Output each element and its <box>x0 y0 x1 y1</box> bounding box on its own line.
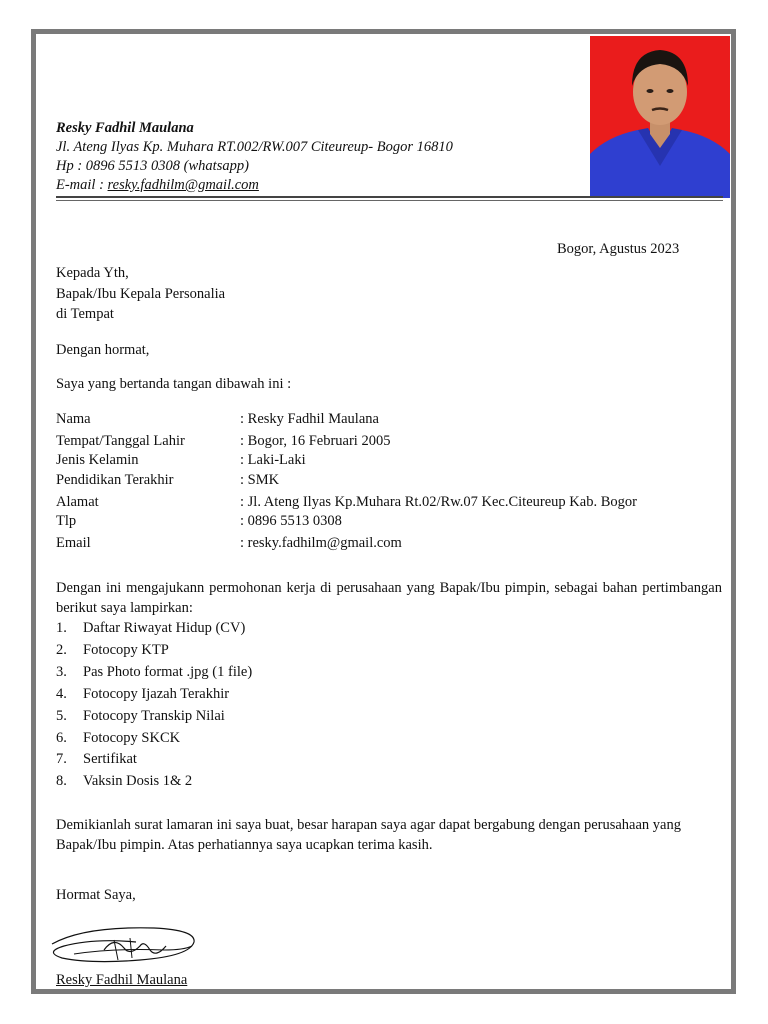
signer-name: Resky Fadhil Maulana <box>56 972 188 988</box>
letterhead <box>56 119 453 195</box>
list-text: Fotocopy Ijazah Terakhir <box>83 686 230 702</box>
list-number: 4. <box>56 686 67 702</box>
list-number: 5. <box>56 708 67 724</box>
info-label: Tempat/Tanggal Lahir <box>56 433 185 449</box>
info-value: : Resky Fadhil Maulana <box>240 411 379 427</box>
recipient-line: di Tempat <box>56 306 114 322</box>
info-value: : 0896 5513 0308 <box>240 513 342 529</box>
email-label: E-mail : <box>56 177 108 193</box>
list-text: Fotocopy Transkip Nilai <box>83 708 225 724</box>
list-number: 1. <box>56 620 67 636</box>
list-number: 6. <box>56 730 67 746</box>
info-value: : SMK <box>240 472 280 488</box>
info-label: Alamat <box>56 494 99 510</box>
applicant-photo <box>590 36 730 198</box>
info-label: Nama <box>56 411 91 427</box>
list-text: Daftar Riwayat Hidup (CV) <box>83 620 246 636</box>
list-text: Pas Photo format .jpg (1 file) <box>83 664 253 680</box>
applicant-address: Jl. Ateng Ilyas Kp. Muhara RT.002/RW.007 Citeureup- Bogor 16810 <box>56 139 453 155</box>
list-text: Fotocopy SKCK <box>83 730 181 746</box>
recipient-block <box>56 263 225 325</box>
recipient-line: Kepada Yth, <box>56 265 129 281</box>
list-number: 2. <box>56 642 67 658</box>
letterhead-rule-thin <box>56 200 723 201</box>
applicant-name: Resky Fadhil Maulana <box>56 120 194 136</box>
info-label: Tlp <box>56 513 77 529</box>
greeting: Dengan hormat, <box>56 342 150 358</box>
info-label: Jenis Kelamin <box>56 452 139 468</box>
list-text: Fotocopy KTP <box>83 642 169 658</box>
info-value: : Bogor, 16 Februari 2005 <box>240 433 391 449</box>
letterhead-rule <box>56 196 723 198</box>
signature-image <box>44 920 200 972</box>
list-number: 3. <box>56 664 67 680</box>
list-text: Vaksin Dosis 1& 2 <box>83 773 193 789</box>
applicant-email-line <box>56 176 453 195</box>
info-label: Email <box>56 535 91 551</box>
list-text: Sertifikat <box>83 751 137 767</box>
email-link[interactable]: resky.fadhilm@gmail.com <box>107 177 259 193</box>
application-paragraph: Dengan ini mengajukann permohonan kerja di perusahaan yang Bapak/Ibu pimpin, sebagai bahan pertimbangan berikut saya lampirkan: <box>56 580 722 616</box>
closing-paragraph: Demikianlah surat lamaran ini saya buat, besar harapan saya agar dapat bergabung dengan perusahaan yang Bapak/Ibu pimpin. Atas perhatiannya saya ucapkan terima kasih. <box>56 817 681 853</box>
date-line: Bogor, Agustus 2023 <box>557 241 680 257</box>
info-value: : Laki-Laki <box>240 452 306 468</box>
info-value: : resky.fadhilm@gmail.com <box>240 535 402 551</box>
applicant-phone: Hp : 0896 5513 0308 (whatsapp) <box>56 158 249 174</box>
list-number: 8. <box>56 773 67 789</box>
intro-line: Saya yang bertanda tangan dibawah ini : <box>56 376 292 392</box>
info-value: : Jl. Ateng Ilyas Kp.Muhara Rt.02/Rw.07 Kec.Citeureup Kab. Bogor <box>240 494 637 510</box>
info-label: Pendidikan Terakhir <box>56 472 174 488</box>
closing-salutation: Hormat Saya, <box>56 887 136 903</box>
list-number: 7. <box>56 751 67 767</box>
recipient-line: Bapak/Ibu Kepala Personalia <box>56 285 226 302</box>
